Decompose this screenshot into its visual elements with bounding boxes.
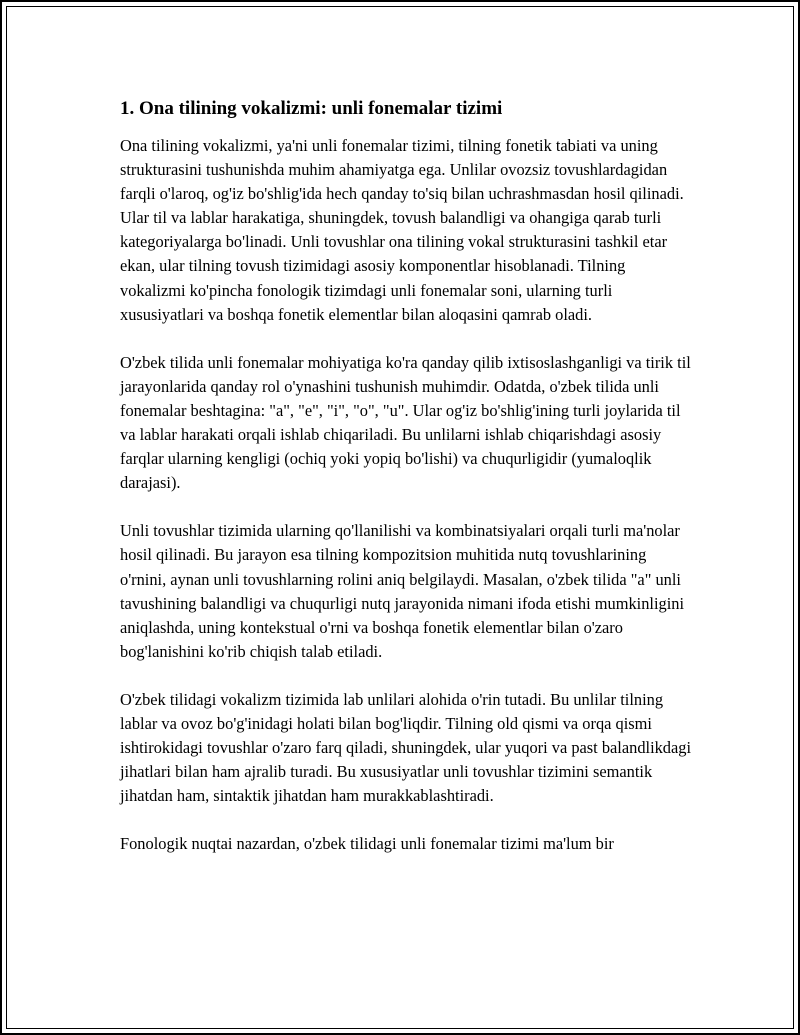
paragraph-2: O'zbek tilida unli fonemalar mohiyatiga ko'ra qanday qilib ixtisoslashganligi va tirik til jarayonlarida qanday rol o'ynashini tushunish muhimdir. Odatda, o'zbek tilida unli fonemalar beshtagina: "a", "e", "i", "o", "u". Ular og'iz bo'shlig'ining turli joylarida til va lablar harakati orqali ishlab chiqariladi. Bu unlilarni ishlab chiqarishdagi asosiy farqlar ularning kengligi (ochiq yoki yopiq bo'lishi) va chuqurligidir (yumaloqlik darajasi). — [120, 352, 691, 493]
section-heading: 1. Ona tilining vokalizmi: unli fonemalar tizimi — [120, 98, 503, 119]
paragraph-1: Ona tilining vokalizmi, ya'ni unli fonemalar tizimi, tilning fonetik tabiati va uning strukturasini tushunishda muhim ahamiyatga ega. Unlilar ovozsiz tovushlardagidan farqli o'laroq, og'iz bo'shlig'ida hech qanday to'siq bilan uchrashmasdan hosil qilinadi. Ular til va lablar harakatiga, shuningdek, tovush balandligi va ohangiga qarab turli kategoriyalarga bo'linadi. Unli tovushlar ona tilining vokal strukturasini tashkil etar ekan, ular tilning tovush tizimidagi asosiy komponentlar hisoblanadi. Tilning vokalizmi ko'pincha fonologik tizimdagi unli fonemalar soni, ularning turli xususiyatlari va boshqa fonetik elementlar bilan aloqasini qamrab oladi. — [120, 136, 684, 324]
paragraph-4: O'zbek tilidagi vokalizm tizimida lab unlilari alohida o'rin tutadi. Bu unlilar tilning lablar va ovoz bo'g'inidagi holati bilan bog'liqdir. Tilning old qismi va orqa qismi ishtirokidagi tovushlar o'zaro farq qiladi, shuningdek, ular yuqori va past balandlikdagi jihatlari bilan ham ajralib turadi. Bu xususiyatlar unli tovushlar tizimini semantik jihatdan ham, sintaktik jihatdan ham murakkablashtiradi. — [120, 689, 692, 806]
paragraph-5: Fonologik nuqtai nazardan, o'zbek tilidagi unli fonemalar tizimi ma'lum bir — [120, 834, 614, 854]
page-content — [120, 95, 692, 880]
paragraph-3: Unli tovushlar tizimida ularning qo'llanilishi va kombinatsiyalari orqali turli ma'nolar hosil qilinadi. Bu jarayon esa tilning kompozitsion muhitida nutq tovushlarining o'rnini, aynan unli tovushlarning rolini aniq belgilaydi. Masalan, o'zbek tilida "a" unli tavushining balandligi va chuqurligi nutq jarayonida nimani ifoda etishi mumkinligini aniqlashda, uning kontekstual o'rni va boshqa fonetik elementlar bilan o'zaro bog'lanishini ko'rib chiqish talab etiladi. — [120, 521, 685, 661]
